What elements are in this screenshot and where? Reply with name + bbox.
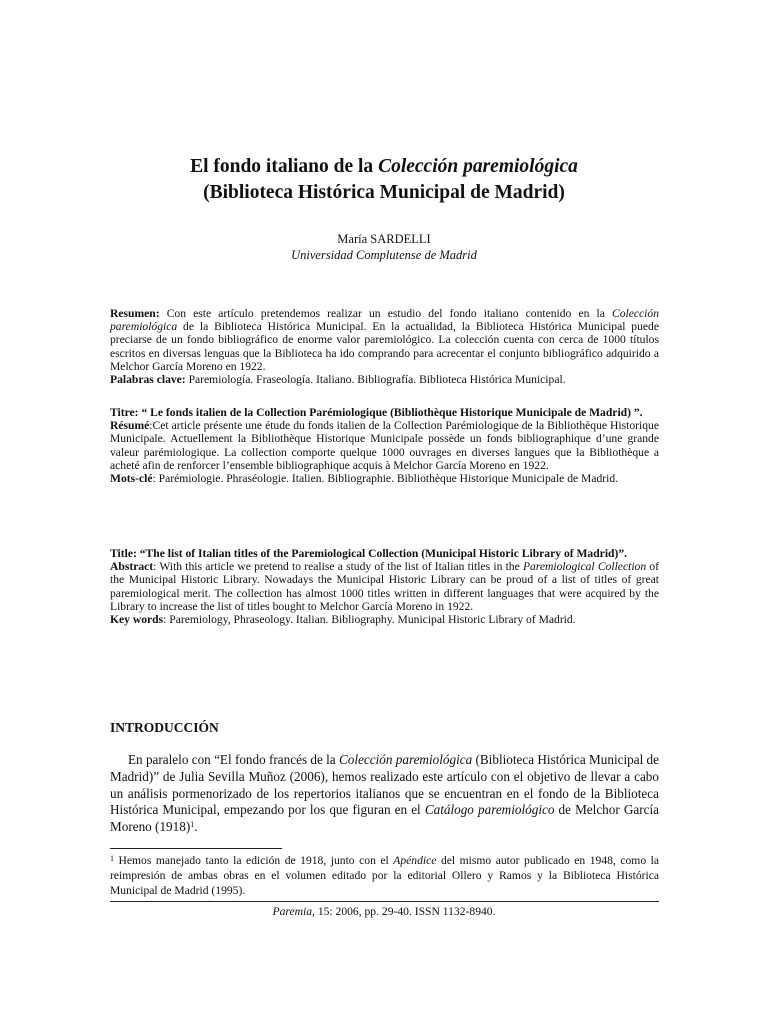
titre-text: “ Le fonds italien de la Collection Parémiologique (Bibliothèque Historique Municipale de Madrid) ”. — [138, 406, 643, 419]
mots-cle-label: Mots-clé — [110, 472, 153, 486]
footer-divider — [110, 901, 659, 902]
footnote-divider — [110, 848, 282, 849]
keywords-es-label: Palabras clave: — [110, 373, 186, 387]
author-affiliation: Universidad Complutense de Madrid — [291, 248, 477, 262]
titre-label: Titre: — [110, 406, 139, 419]
title-en-label: Title: — [110, 547, 137, 560]
abstract-french: Titre: “ Le fonds italien de la Collection Parémiologique (Bibliothèque Historique Municipale de Madrid) ”. Résumé:Cet article présente une étude du fonds italien de la Collection Parémiologique de la Bibliothèque Historique Municipale. Actuellement la Bibliothèque Historique Municipale possède un fonds bibliographique d’une grande valeur parémiologique. La collection comporte quelque 1000 ouvrages en diverses langues que la Bibliothèque a acheté afin de renforcer l’ensemble bibliographique acquis à Melchor García Moreno en 1922. Mots-clé: Parémiologie. Phraséologie. Italien. Bibliographie. Bibliothèque Historique Municipale de Madrid. — [110, 406, 659, 486]
title-en-text: “The list of Italian titles of the Paremiological Collection (Municipal Historic Library of Madrid)”. — [136, 547, 628, 560]
journal-citation: Paremia, 15: 2006, pp. 29-40. ISSN 1132-8940. — [272, 905, 496, 918]
abstract-spanish: Resumen: Con este artículo pretendemos realizar un estudio del fondo italiano contenido en la Colección paremiológica de la Biblioteca Histórica Municipal. En la actualidad, la Biblioteca Histórica Municipal puede preciarse de un fondo bibliográfico de enorme valor paremiológico. La colección cuenta con cerca de 1000 títulos escritos en diversas lenguas que la Biblioteca ha ido comprando para acrecentar el conjunto bibliográfico adquirido a Melchor García Moreno en 1922. Palabras clave: Paremiología. Fraseología. Italiano. Bibliografía. Biblioteca Histórica Municipal. — [110, 307, 659, 387]
keywords-en-label: Key words — [110, 613, 164, 627]
paper-title-line-1: El fondo italiano de la Colección paremiológica — [190, 156, 578, 177]
title-italic: Colección paremiológica — [378, 156, 578, 177]
paper-title-line-2: (Biblioteca Histórica Municipal de Madrid) — [203, 182, 565, 203]
resume-label: Résumé — [110, 419, 150, 433]
footnote-ref[interactable]: 1 — [190, 820, 195, 830]
abstract-english: Title: “The list of Italian titles of the Paremiological Collection (Municipal Historic Library of Madrid)”. Abstract: With this article we pretend to realise a study of the list of Italian titles in the Paremiological Collection of the Municipal Historic Library. Nowadays the Municipal Historic Library can be proud of a list of titles of great paremiological merit. The collection has almost 1000 titles written in different languages that were acquired by the Library to increase the list of titles bought to Melchor García Moreno in 1922. Key words: Paremiology, Phraseology. Italian. Bibliography. Municipal Historic Library of Madrid. — [110, 547, 659, 627]
resumen-label: Resumen: — [110, 307, 160, 320]
abstract-label: Abstract — [110, 560, 154, 574]
author-name: María SARDELLI — [337, 232, 431, 246]
section-heading: INTRODUCCIÓN — [110, 720, 219, 735]
footnote-mark: 1 — [110, 854, 114, 863]
footnote-1: $^1$ Hemos manejado tanto la edición de 1918, junto con el Apéndice del mismo autor publicado en 1948, como la reimpresión de ambas obras en el volumen editado por la editorial Ollero y Ramos y la Biblioteca Histórica Municipal de Madrid (1995). — [110, 854, 659, 898]
intro-paragraph: En paralelo con “El fondo francés de la Colección paremiológica (Biblioteca Histórica Municipal de Madrid)” de Julia Sevilla Muñoz (2006), hemos realizado este artículo con el objetivo de llevar a cabo un análisis pormenorizado de los repertorios italianos que se encuentran en el fondo de la Biblioteca Histórica Municipal, empezando por los que figuran en el Catálogo paremiológico de Melchor García Moreno $(1918)^1$. — [110, 752, 659, 835]
